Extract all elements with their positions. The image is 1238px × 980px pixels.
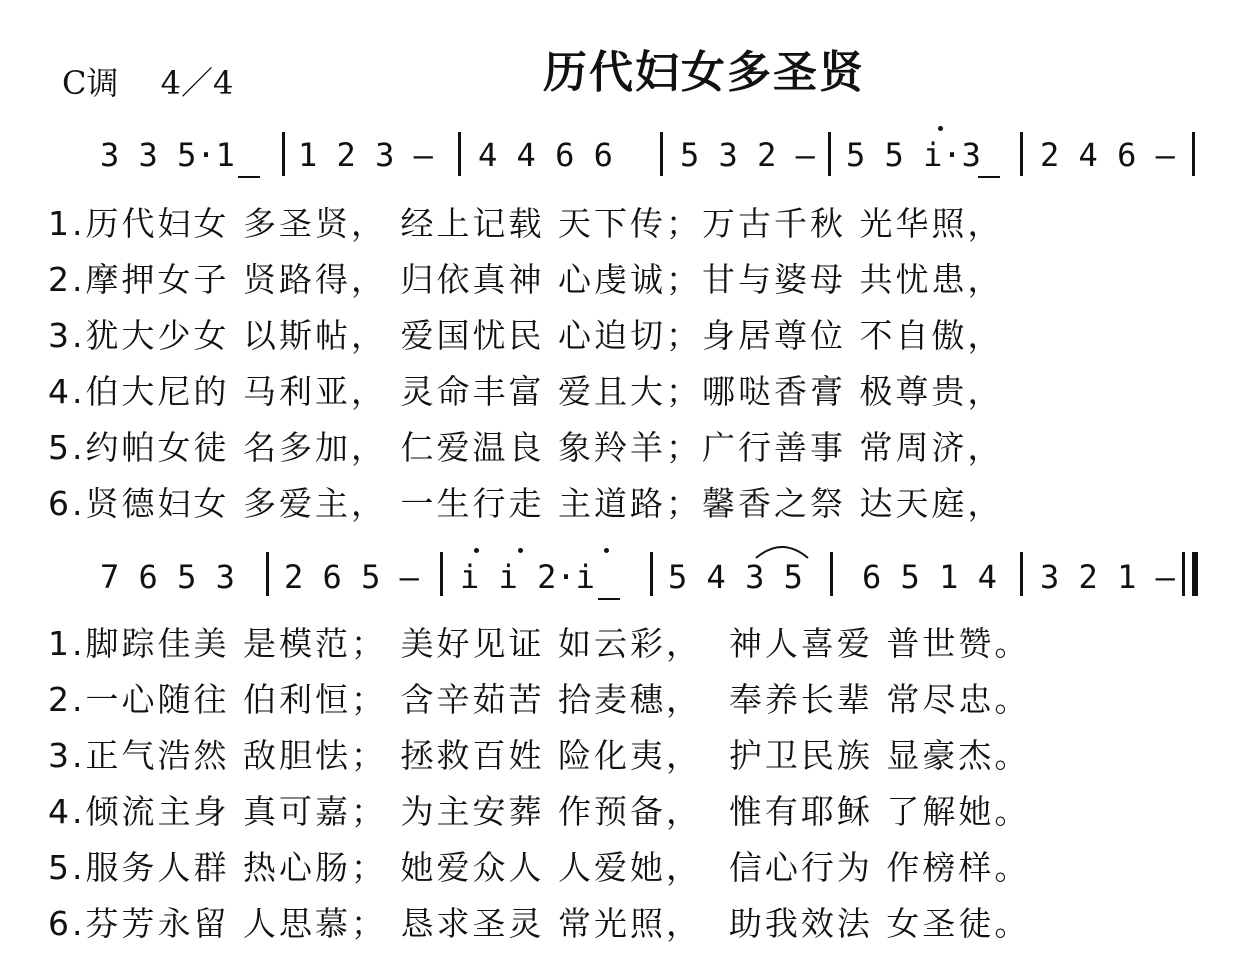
measure-1-5: 5 5 i·3	[846, 136, 981, 174]
high-octave-dot	[604, 548, 609, 553]
barline	[830, 552, 833, 596]
slur-mark	[752, 540, 812, 560]
measure-2-5: 6 5 1 4	[862, 558, 997, 596]
song-title-container	[0, 36, 1238, 100]
measure-2-2: 2 6 5 –	[284, 558, 419, 596]
barline	[458, 132, 461, 176]
song-title: 历代妇女多圣贤	[543, 47, 865, 98]
barline	[440, 552, 443, 596]
notation-line-1	[0, 132, 1238, 192]
key-signature: C调 4／4	[62, 64, 234, 102]
verse-line: 3.犹大少女 以斯帖， 爱国忧民 心迫切；身居尊位 不自傲，	[48, 316, 1004, 355]
barline	[1182, 552, 1185, 596]
verse-line: 6.芬芳永留 人思慕； 恳求圣灵 常光照， 助我效法 女圣徒。	[48, 904, 1031, 943]
verse-line: 4.伯大尼的 马利亚， 灵命丰富 爱且大；哪哒香膏 极尊贵，	[48, 372, 1004, 411]
barline	[650, 552, 653, 596]
verse-line: 4.倾流主身 真可嘉； 为主安葬 作预备， 惟有耶稣 了解她。	[48, 792, 1031, 831]
notation-line-2	[0, 552, 1238, 612]
verse-line: 5.服务人群 热心肠； 她爱众人 人爱她， 信心行为 作榜样。	[48, 848, 1031, 887]
barline	[266, 552, 269, 596]
measure-1-3: 4 4 6 6	[478, 136, 613, 174]
barline	[1020, 552, 1023, 596]
verse-line: 2.摩押女子 贤路得， 归依真神 心虔诚；甘与婆母 共忧患，	[48, 260, 1004, 299]
high-octave-dot	[474, 548, 479, 553]
underline-mark	[978, 176, 1000, 178]
verse-line: 1.脚踪佳美 是模范； 美好见证 如云彩， 神人喜爱 普世赞。	[48, 624, 1031, 663]
measure-1-6: 2 4 6 –	[1040, 136, 1175, 174]
measure-1-1: 3 3 5·1	[100, 136, 235, 174]
measure-2-6: 3 2 1 –	[1040, 558, 1175, 596]
barline	[282, 132, 285, 176]
final-barline	[1192, 552, 1198, 596]
barline	[828, 132, 831, 176]
measure-2-4: 5 4 3 5	[668, 558, 803, 596]
high-octave-dot	[938, 126, 943, 131]
measure-2-1: 7 6 5 3	[100, 558, 235, 596]
barline	[1192, 132, 1195, 176]
measure-1-2: 1 2 3 –	[298, 136, 433, 174]
verse-line: 5.约帕女徒 名多加， 仁爱温良 象羚羊；广行善事 常周济，	[48, 428, 1004, 467]
high-octave-dot	[518, 548, 523, 553]
underline-mark	[598, 598, 620, 600]
barline	[1020, 132, 1023, 176]
verse-line: 6.贤德妇女 多爱主， 一生行走 主道路；馨香之祭 达天庭，	[48, 484, 1004, 523]
measure-1-4: 5 3 2 –	[680, 136, 815, 174]
verse-line: 3.正气浩然 敌胆怯； 拯救百姓 险化夷， 护卫民族 显豪杰。	[48, 736, 1031, 775]
underline-mark	[238, 176, 260, 178]
barline	[660, 132, 663, 176]
measure-2-3: i i 2·i	[460, 558, 595, 596]
verse-line: 1.历代妇女 多圣贤， 经上记载 天下传；万古千秋 光华照，	[48, 204, 1004, 243]
verse-line: 2.一心随往 伯利恒； 含辛茹苦 拾麦穗， 奉养长辈 常尽忠。	[48, 680, 1031, 719]
